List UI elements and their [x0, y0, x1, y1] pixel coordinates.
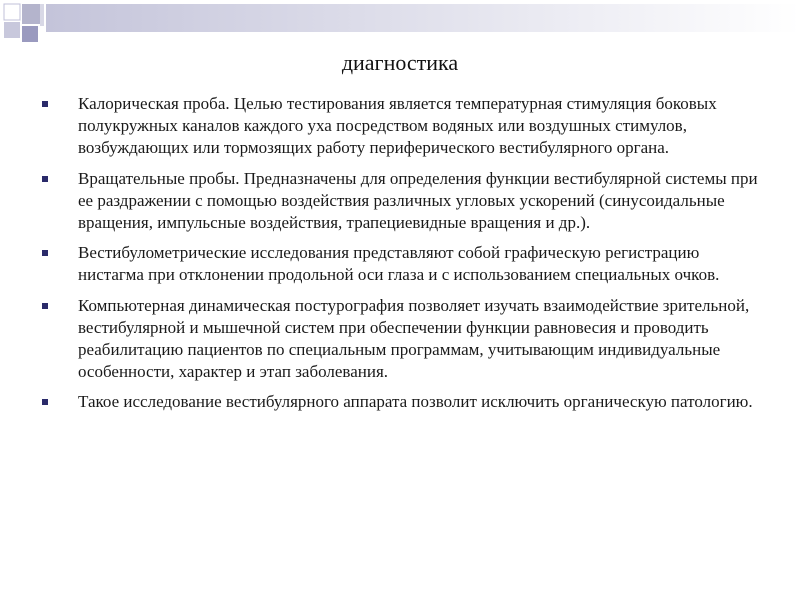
square-bullet-icon: [42, 250, 48, 256]
header-gradient-bar: [46, 4, 800, 32]
bullet-text: Калорическая проба. Целью тестирования является температурная стимуляция боковых полукружных каналов каждого уха посредством водяных или воздушных стимулов, возбуждающих или тормозящих работу периферического вестибулярного органа.: [78, 94, 717, 158]
bullet-text: Такое исследование вестибулярного аппарата позволит исключить органическую патологию.: [78, 392, 753, 412]
list-item: [42, 168, 762, 235]
bullet-list: [42, 93, 762, 422]
deco-square: [40, 4, 44, 26]
deco-square: [4, 22, 20, 38]
list-item: [42, 93, 762, 160]
deco-square: [4, 4, 20, 20]
square-bullet-icon: [42, 399, 48, 405]
bullet-text: Вестибулометрические исследования представляют собой графическую регистрацию нистагма при отклонении продольной оси глаза и с использованием специальных очков.: [78, 243, 720, 285]
square-bullet-icon: [42, 176, 48, 182]
square-bullet-icon: [42, 303, 48, 309]
deco-square: [22, 4, 42, 24]
slide-title: диагностика: [341, 50, 459, 75]
list-item: [42, 295, 762, 384]
list-item: [42, 242, 762, 286]
deco-square: [22, 26, 38, 42]
bullet-text: Вращательные пробы. Предназначены для определения функции вестибулярной системы при ее раздражении с помощью воздействия различных угловых ускорений (синусоидальные вращения, импульсные воздействия, трапециевидные вращения и др.).: [78, 168, 758, 233]
list-item: [42, 391, 762, 413]
square-bullet-icon: [42, 101, 48, 107]
bullet-text: Компьютерная динамическая постурография позволяет изучать взаимодействие зрительной, вестибулярной и мышечной систем при обеспечении функции равновесия и проводить реабилитацию пациентов по специальным программам, учитывающим индивидуальные особенности, характер и этап заболевания.: [78, 295, 750, 382]
header-decoration: [0, 0, 800, 50]
